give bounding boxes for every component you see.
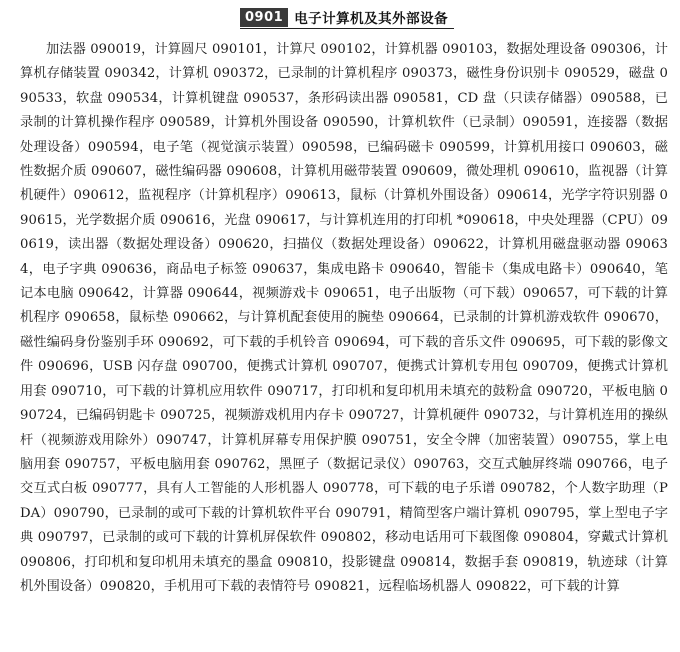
section-title: 电子计算机及其外部设备 bbox=[294, 11, 449, 27]
body-paragraph: 加法器 090019，计算圆尺 090101，计算尺 090102，计算机器 090103，数据处理设备 090306，计算机存储装置 090342，计算机 090372，已录制的计算机程序 090373，磁性身份识别卡 090529，磁盘 090533，软盘 090534，计算机键盘 090537，条形码读出器 090581，CD 盘（只读存储器）090588，已录制的计算机操作程序 090589，计算机外围设备 090590，计算机软件（已录制）090591，连接器（数据处理设备）090594，电子笔（视觉演示装置）090598，已编码磁卡 090599，计算机用接口 090603，磁性数据介质 090607，磁性编码器 090608，计算机用磁带装置 090609，微处理机 090610，监视器（计算机硬件）090612，监视程序（计算机程序）090613，鼠标（计算机外围设备）090614，光学字符识别器 090615，光学数据介质 090616，光盘 090617，与计算机连用的打印机 *090618，中央处理器（CPU）090619，读出器（数据处理设备）090620，扫描仪（数据处理设备）090622，计算机用磁盘驱动器 090634，电子字典 090636，商品电子标签 090637，集成电路卡 090640，智能卡（集成电路卡）090640，笔记本电脑 090642，计算器 090644，视频游戏卡 090651，电子出版物（可下载）090657，可下载的计算机程序 090658，鼠标垫 090662，与计算机配套使用的腕垫 090664，已录制的计算机游戏软件 090670，磁性编码身份鉴别手环 090692，可下载的手机铃音 090694，可下载的音乐文件 090695，可下载的影像文件 090696，USB 闪存盘 090700，便携式计算机 090707，便携式计算机专用包 090709，便携式计算机用套 090710，可下载的计算机应用软件 090717，打印机和复印机用未填充的鼓粉盒 090720，平板电脑 090724，已编码钥匙卡 090725，视频游戏机用内存卡 090727，计算机硬件 090732，与计算机连用的操纵杆（视频游戏用除外）090747，计算机屏幕专用保护膜 090751，安全令牌（加密装置）090755，掌上电脑用套 090757，平板电脑用套 090762，黑匣子（数据记录仪）090763，交互式触屏终端 090766，电子交互式白板 090777，具有人工智能的人形机器人 090778，可下载的电子乐谱 090782，个人数字助理（PDA）090790，已录制的或可下载的计算机软件平台 090791，精简型客户端计算机 090795，掌上型电子字典 090797，已录制的或可下载的计算机屏保软件 090802，移动电话用可下载图像 090804，穿戴式计算机 090806，打印机和复印机用未填充的墨盒 090810，投影键盘 090814，数据手套 090819，轨迹球（计算机外围设备）090820，手机用可下载的表情符号 090821，远程临场机器人 090822，可下载的计算 bbox=[20, 42, 668, 594]
section-code: 0901 bbox=[240, 8, 288, 27]
section-heading bbox=[240, 6, 454, 29]
